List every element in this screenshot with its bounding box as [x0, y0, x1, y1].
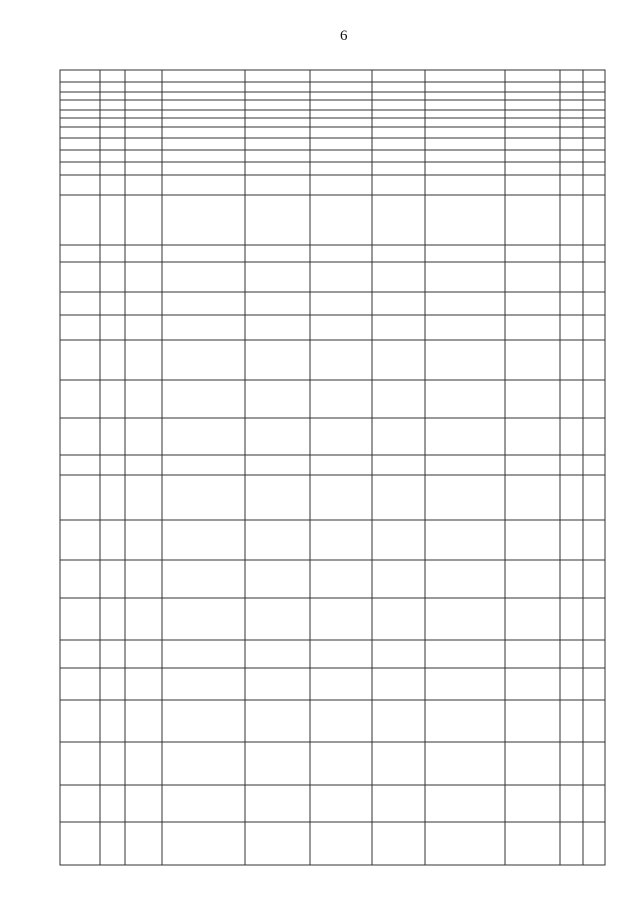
- page-number: 6: [340, 28, 348, 44]
- table-frame: [60, 70, 605, 865]
